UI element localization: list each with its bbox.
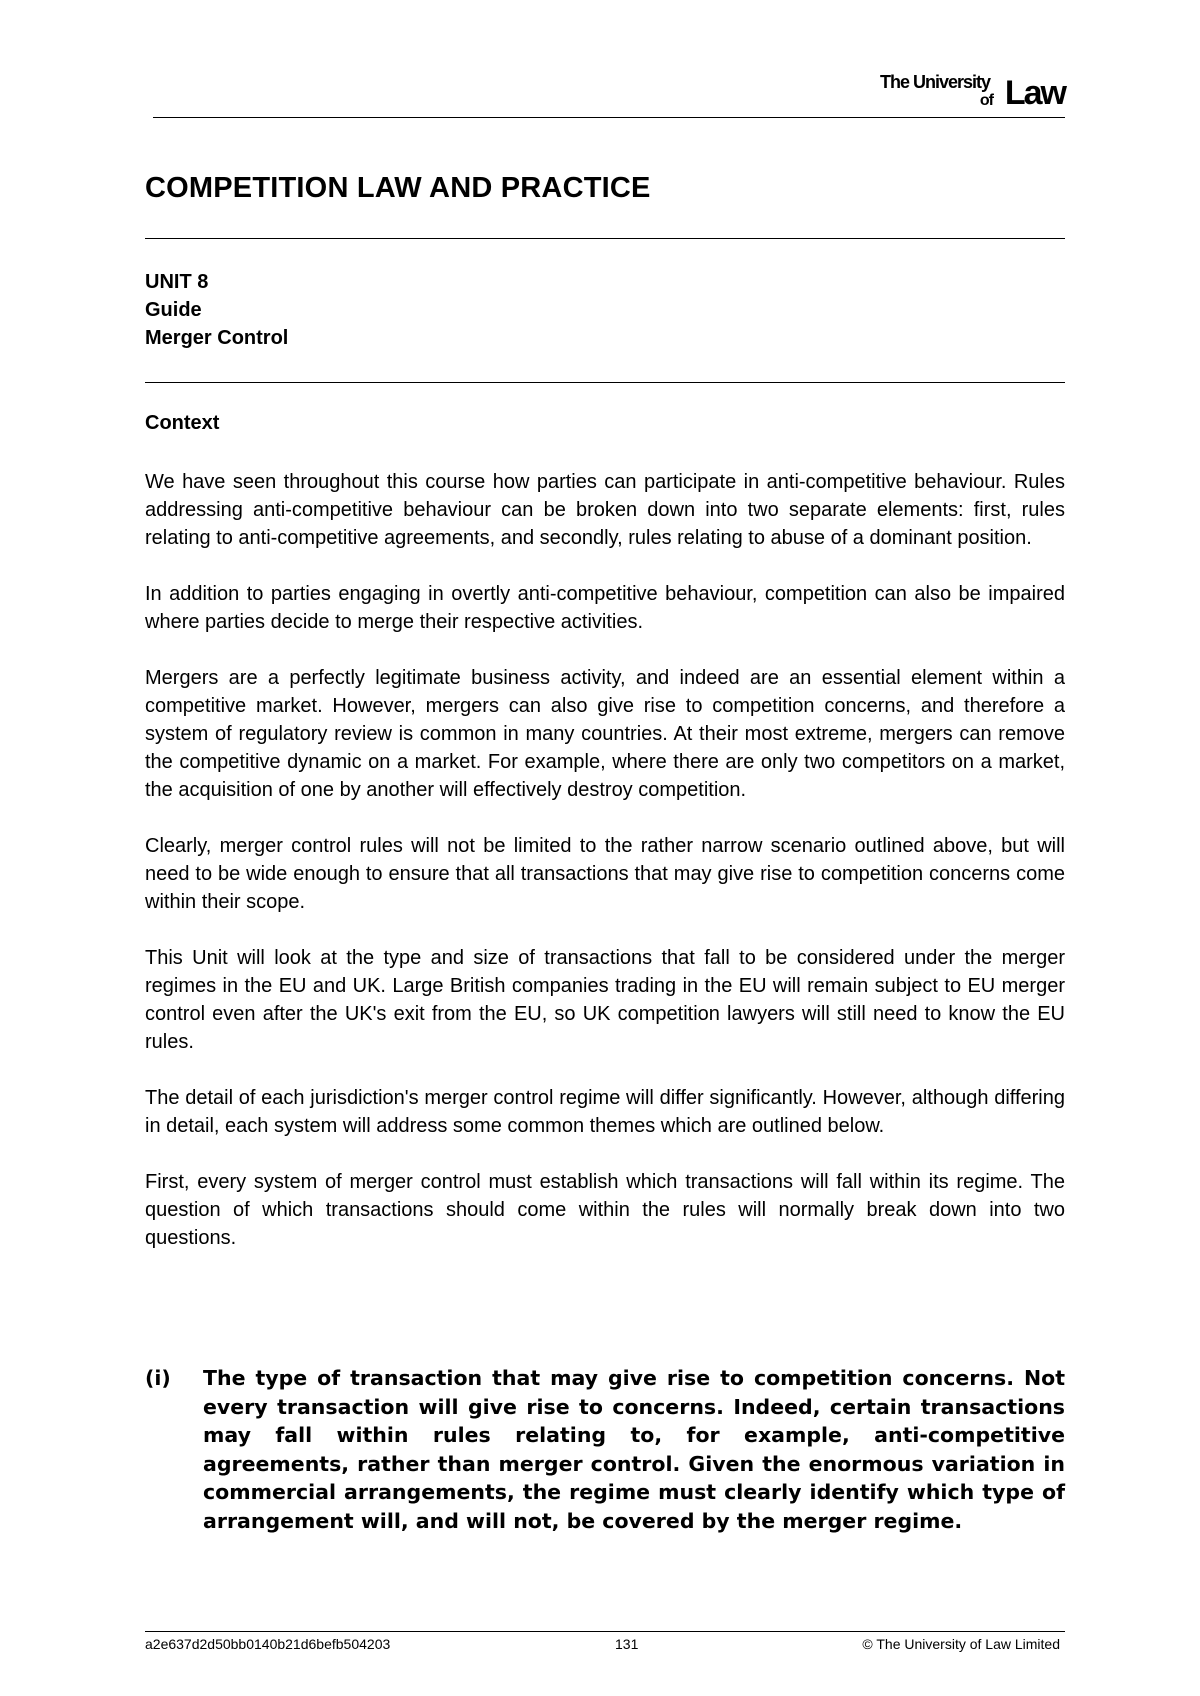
footer-copyright: © The University of Law Limited	[862, 1636, 1060, 1652]
unit-topic: Merger Control	[145, 327, 289, 349]
university-logo	[845, 70, 1065, 112]
paragraph: This Unit will look at the type and size of transactions that fall to be considered under the merger regimes in the EU and UK. Large British companies trading in the EU will remain subject to EU merger control even after the UK's exit from the EU, so UK competition lawyers will still need to know the EU rules.	[145, 947, 1065, 1053]
footer-page-number: 131	[615, 1636, 639, 1652]
paragraph: Clearly, merger control rules will not be limited to the rather narrow scenario outlined above, but will need to be wide enough to ensure that all transactions that may give rise to competition concerns come within their scope.	[145, 835, 1065, 913]
page-title: COMPETITION LAW AND PRACTICE	[145, 172, 651, 204]
unit-type: Guide	[145, 299, 202, 321]
list-item	[145, 1364, 1065, 1535]
paragraph: Mergers are a perfectly legitimate business activity, and indeed are an essential element within a competitive market. However, mergers can also give rise to competition concerns, and therefore a system of regulatory review is common in many countries. At their most extreme, mergers can remove the competitive dynamic on a market. For example, where there are only two competitors on a market, the acquisition of one by another will effectively destroy competition.	[145, 667, 1065, 801]
header-rule	[153, 117, 1065, 118]
unit-rule	[145, 382, 1065, 383]
footer-doc-id: a2e637d2d50bb0140b21d6befb504203	[145, 1636, 391, 1652]
paragraph: In addition to parties engaging in overtly anti-competitive behaviour, competition can also be impaired where parties decide to merge their respective activities.	[145, 583, 1065, 633]
paragraph: First, every system of merger control must establish which transactions will fall within its regime. The question of which transactions should come within the rules will normally break down into two questions.	[145, 1171, 1065, 1249]
body-text	[145, 468, 1065, 1280]
logo-of: of	[979, 92, 993, 109]
section-heading: Context	[145, 412, 220, 434]
list-item-number: (i)	[145, 1366, 171, 1390]
title-rule	[145, 238, 1065, 239]
logo-law: Law	[1004, 74, 1065, 112]
list-item-text: The type of transaction that may give rise to competition concerns. Not every transaction will give rise to concerns. Indeed, certain transactions may fall within rules relating to, for example, anti-competitive agreements, rather than merger control. Given the enormous variation in commercial arrangements, the regime must clearly identify which type of arrangement will, and will not, be covered by the merger regime.	[203, 1366, 1065, 1533]
paragraph: We have seen throughout this course how parties can participate in anti-competitive behaviour. Rules addressing anti-competitive behaviour can be broken down into two separate elements: first, rules relating to anti-competitive agreements, and secondly, rules relating to abuse of a dominant position.	[145, 471, 1065, 549]
unit-number: UNIT 8	[145, 271, 209, 293]
footer-rule	[145, 1631, 1065, 1632]
logo-line1: The University	[879, 72, 990, 92]
unit-block	[145, 268, 288, 352]
paragraph: The detail of each jurisdiction's merger control regime will differ significantly. However, although differing in detail, each system will address some common themes which are outlined below.	[145, 1087, 1065, 1137]
